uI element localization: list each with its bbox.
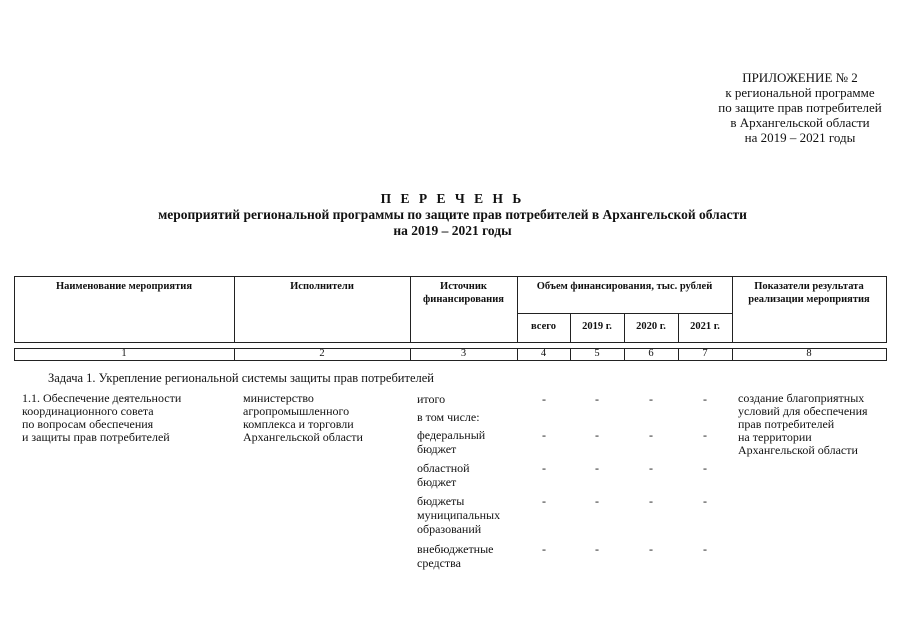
value-cell: - bbox=[703, 461, 707, 475]
source-line: образований bbox=[417, 522, 482, 536]
header-2020: 2020 г. bbox=[636, 321, 666, 332]
row-result-line: условий для обеспечения bbox=[738, 404, 868, 418]
column-number: 1 bbox=[121, 348, 127, 359]
value-cell: - bbox=[703, 494, 707, 508]
appendix-line: ПРИЛОЖЕНИЕ № 2 bbox=[742, 70, 858, 85]
header-volume: Объем финансирования, тыс. рублей bbox=[536, 281, 713, 292]
appendix-line: к региональной программе bbox=[725, 85, 875, 100]
source-line: в том числе: bbox=[417, 410, 480, 424]
value-cell: - bbox=[703, 428, 707, 442]
value-cell: - bbox=[649, 461, 653, 475]
row-executors bbox=[243, 392, 363, 444]
source-line: итого bbox=[417, 392, 446, 406]
row-executor-line: Архангельской области bbox=[243, 430, 363, 444]
appendix-line: по защите прав потребителей bbox=[718, 100, 882, 115]
column-number: 8 bbox=[806, 348, 812, 359]
header-indicators bbox=[732, 280, 886, 306]
source-item bbox=[417, 542, 494, 570]
header-total: всего bbox=[530, 321, 556, 332]
row-name-line: координационного совета bbox=[22, 404, 154, 418]
value-cell: - bbox=[649, 494, 653, 508]
source-item bbox=[417, 461, 470, 489]
value-cell: - bbox=[542, 428, 546, 442]
column-number: 3 bbox=[460, 348, 467, 359]
value-cell: - bbox=[649, 542, 653, 556]
title-heading: П Е Р Е Ч Е Н Ь bbox=[380, 191, 525, 206]
source-item bbox=[417, 410, 480, 424]
source-item bbox=[417, 494, 500, 536]
source-line: федеральный bbox=[417, 428, 486, 442]
row-name-line: по вопросам обеспечения bbox=[22, 417, 154, 431]
value-cell: - bbox=[595, 392, 599, 406]
appendix-block bbox=[600, 70, 905, 145]
value-cell: - bbox=[595, 542, 599, 556]
row-result-line: Архангельской области bbox=[738, 443, 858, 457]
task-heading: Задача 1. Укрепление региональной системы защиты прав потребителей bbox=[48, 371, 434, 385]
row-result-line: создание благоприятных bbox=[738, 391, 865, 405]
title-line-1: мероприятий региональной программы по защите прав потребителей в Архангельской области bbox=[158, 207, 747, 222]
column-number: 7 bbox=[702, 348, 708, 359]
source-line: бюджет bbox=[417, 442, 457, 456]
grid-line bbox=[886, 348, 887, 361]
row-name-line: 1.1. Обеспечение деятельности bbox=[22, 391, 182, 405]
source-item bbox=[417, 428, 485, 456]
header-2019: 2019 г. bbox=[582, 321, 612, 332]
row-name-line: и защиты прав потребителей bbox=[22, 430, 170, 444]
value-cell: - bbox=[595, 461, 599, 475]
grid-line bbox=[14, 276, 886, 277]
value-cell: - bbox=[595, 428, 599, 442]
source-line: средства bbox=[417, 556, 462, 570]
source-line: областной bbox=[417, 461, 470, 475]
column-number: 6 bbox=[648, 348, 654, 359]
row-executor-line: министерство bbox=[243, 391, 314, 405]
source-line: внебюджетные bbox=[417, 542, 494, 556]
column-number: 2 bbox=[319, 348, 325, 359]
value-cell: - bbox=[703, 542, 707, 556]
header-source-line: финансирования bbox=[423, 294, 504, 305]
row-result-line: прав потребителей bbox=[738, 417, 835, 431]
header-2021: 2021 г. bbox=[690, 321, 720, 332]
grid-line bbox=[14, 360, 886, 361]
row-results bbox=[738, 392, 868, 457]
header-indicators-line: реализации мероприятия bbox=[748, 294, 870, 305]
row-result-line: на территории bbox=[738, 430, 812, 444]
column-number: 4 bbox=[540, 348, 547, 359]
header-source bbox=[410, 280, 517, 306]
row-name bbox=[22, 392, 181, 444]
source-line: бюджет bbox=[417, 475, 457, 489]
value-cell: - bbox=[542, 461, 546, 475]
grid-line bbox=[886, 276, 887, 343]
value-cell: - bbox=[595, 494, 599, 508]
appendix-line: на 2019 – 2021 годы bbox=[744, 130, 856, 145]
document-title bbox=[0, 191, 905, 239]
value-cell: - bbox=[649, 428, 653, 442]
column-number: 5 bbox=[594, 348, 600, 359]
appendix-line: в Архангельской области bbox=[730, 115, 870, 130]
source-line: муниципальных bbox=[417, 508, 501, 522]
value-cell: - bbox=[649, 392, 653, 406]
grid-line bbox=[14, 342, 886, 343]
title-line-2: на 2019 – 2021 годы bbox=[393, 223, 512, 238]
header-name: Наименование мероприятия bbox=[55, 281, 193, 292]
header-indicators-line: Показатели результата bbox=[754, 281, 864, 292]
header-executors: Исполнители bbox=[290, 281, 354, 292]
header-source-line: Источник bbox=[440, 281, 487, 292]
source-line: бюджеты bbox=[417, 494, 465, 508]
row-executor-line: комплекса и торговли bbox=[243, 417, 354, 431]
value-cell: - bbox=[542, 542, 546, 556]
source-item bbox=[417, 392, 445, 406]
value-cell: - bbox=[542, 494, 546, 508]
value-cell: - bbox=[542, 392, 546, 406]
row-executor-line: агропромышленного bbox=[243, 404, 350, 418]
value-cell: - bbox=[703, 392, 707, 406]
